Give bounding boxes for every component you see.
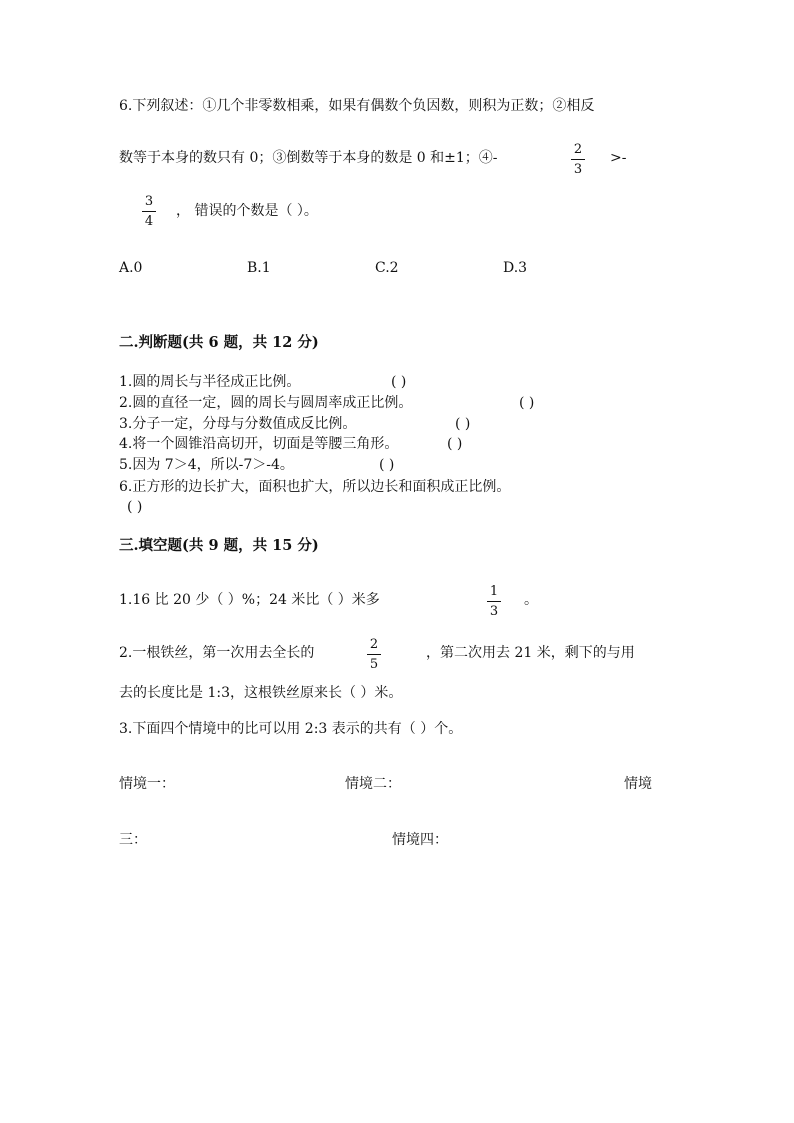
- fraction-two-thirds: [568, 143, 588, 176]
- fraction-three-quarters: [139, 195, 159, 228]
- fraction-numerator: 1: [489, 584, 499, 599]
- fill-q1-end: 。: [524, 592, 538, 608]
- fill-q1: 1.16 比 20 少（ ）%；24 米比（ ）米多: [119, 592, 380, 608]
- option-a: A.0: [119, 260, 143, 276]
- fraction-bar: [142, 211, 156, 212]
- judge-item-2: 2.圆的直径一定，圆的周长与圆周率成正比例。: [119, 395, 413, 411]
- answer-paren: ( ): [519, 395, 535, 411]
- fraction-one-third: [484, 585, 504, 618]
- judge-item-6: 6.正方形的边长扩大，面积也扩大，所以边长和面积成正比例。: [119, 479, 511, 495]
- fraction-bar: [367, 654, 381, 655]
- option-c: C.2: [375, 260, 399, 276]
- judge-item-1: 1.圆的周长与半径成正比例。: [119, 374, 301, 390]
- q6-line1: 6.下列叙述：①几个非零数相乘，如果有偶数个负因数，则积为正数；②相反: [119, 98, 595, 114]
- answer-paren: ( ): [127, 499, 143, 515]
- answer-paren: ( ): [455, 416, 471, 432]
- answer-paren: ( ): [447, 436, 463, 452]
- fraction-numerator: 3: [144, 194, 154, 209]
- fraction-two-fifths: [364, 638, 384, 671]
- fraction-denominator: 5: [369, 657, 379, 672]
- scenario-1-label: 情境一：: [119, 776, 175, 792]
- fill-q2-tail: ，第二次用去 21 米，剩下的与用: [426, 645, 635, 661]
- scenario-2-label: 情境二：: [345, 776, 401, 792]
- q6-gt-sign: >-: [610, 150, 627, 166]
- fraction-denominator: 3: [573, 162, 583, 177]
- q6-line3-tail: ， 错误的个数是（ ）。: [176, 203, 318, 219]
- fill-q2-line2: 去的长度比是 1:3，这根铁丝原来长（ ）米。: [119, 685, 403, 701]
- judge-item-5: 5.因为 7＞4，所以-7＞-4。: [119, 457, 294, 473]
- option-d: D.3: [503, 260, 528, 276]
- section-title-fill-blank: 三.填空题(共 9 题，共 15 分): [119, 537, 319, 554]
- fraction-denominator: 3: [489, 604, 499, 619]
- scenario-3-label-end: 三：: [119, 832, 147, 848]
- judge-item-4: 4.将一个圆锥沿高切开，切面是等腰三角形。: [119, 436, 399, 452]
- fraction-denominator: 4: [144, 214, 154, 229]
- fraction-bar: [571, 159, 585, 160]
- fraction-numerator: 2: [369, 637, 379, 652]
- answer-paren: ( ): [391, 374, 407, 390]
- option-b: B.1: [247, 260, 271, 276]
- fill-q2: 2.一根铁丝，第一次用去全长的: [119, 645, 315, 661]
- answer-paren: ( ): [379, 457, 395, 473]
- fraction-bar: [487, 601, 501, 602]
- scenario-3-label-start: 情境: [624, 776, 652, 792]
- scenario-4-label: 情境四：: [392, 832, 448, 848]
- q6-line2: 数等于本身的数只有 0；③倒数等于本身的数是 0 和±1；④-: [119, 150, 498, 166]
- section-title-judgement: 二.判断题(共 6 题，共 12 分): [119, 334, 319, 351]
- fraction-numerator: 2: [573, 142, 583, 157]
- fill-q3: 3.下面四个情境中的比可以用 2:3 表示的共有（ ）个。: [119, 721, 463, 737]
- judge-item-3: 3.分子一定，分母与分数值成反比例。: [119, 416, 357, 432]
